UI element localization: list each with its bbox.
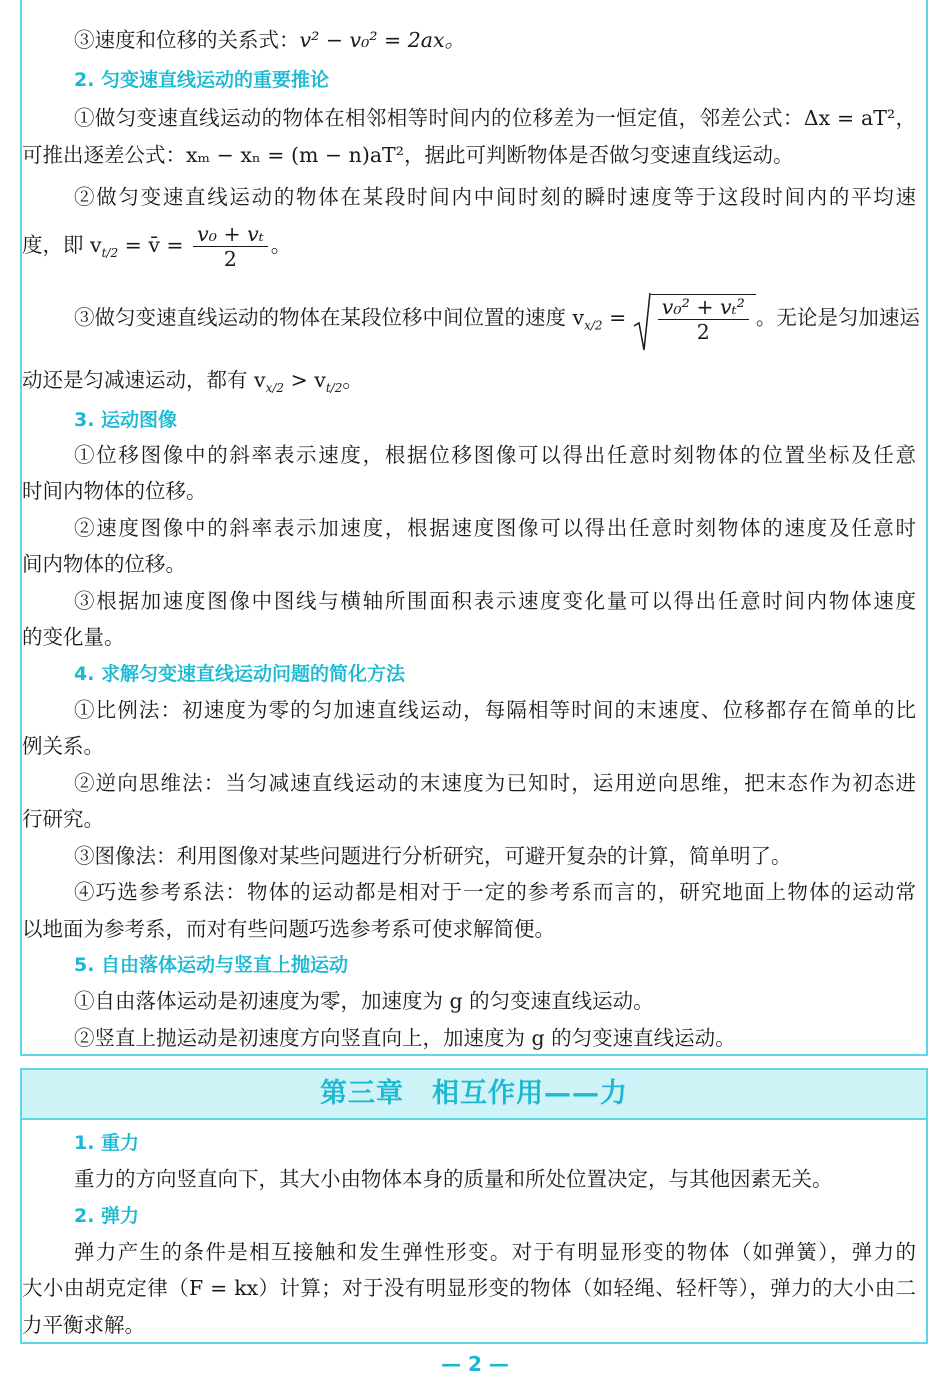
chapter-banner xyxy=(22,1070,926,1120)
paragraph-line: ②做匀变速直线运动的物体在某段时间内中间时刻的瞬时速度等于这段时间内的平均速 xyxy=(74,185,916,209)
text: 度，即 v xyxy=(22,233,102,257)
velocity-displacement-line xyxy=(22,26,926,54)
subscript: x/2 xyxy=(265,381,285,396)
text: = v̄ = xyxy=(118,233,191,257)
heading-gravity: 1. 重力 xyxy=(74,1132,140,1154)
subscript: t/2 xyxy=(101,246,119,261)
paragraph-line: ②逆向思维法：当匀减速直线运动的末速度为已知时，运用逆向思维，把末态作为初态进 xyxy=(74,771,916,795)
paragraph-line: ③根据加速度图像中图线与横轴所围面积表示速度变化量可以得出任意时间内物体速度 xyxy=(74,589,916,613)
paragraph-line: 重力的方向竖直向下，其大小由物体本身的质量和所处位置决定，与其他因素无关。 xyxy=(74,1167,833,1191)
paragraph-line: 以地面为参考系，而对有些问题巧选参考系可使求解简便。 xyxy=(22,917,555,941)
paragraph-line: ④巧选参考系法：物体的运动都是相对于一定的参考系而言的，研究地面上物体的运动常 xyxy=(74,880,916,904)
paragraph-line: 例关系。 xyxy=(22,734,104,758)
heading-methods: 4. 求解匀变速直线运动问题的简化方法 xyxy=(74,663,406,685)
section-box-chapter3 xyxy=(20,1068,928,1344)
text: ③速度和位移的关系式： xyxy=(74,28,300,52)
fraction xyxy=(193,222,268,271)
paragraph-line: ①位移图像中的斜率表示速度，根据位移图像可以得出任意时刻物体的位置坐标及任意 xyxy=(74,443,916,467)
mid-position-velocity-line xyxy=(22,294,926,358)
paragraph-line: ③图像法：利用图像对某些问题进行分析研究，可避开复杂的计算，简单明了。 xyxy=(74,844,792,868)
text: ③做匀变速直线运动的物体在某段位移中间位置的速度 v xyxy=(74,305,585,330)
text: 。 xyxy=(342,368,363,392)
page-number: — 2 — xyxy=(441,1352,509,1376)
chapter-title: 第三章 相互作用——力 xyxy=(320,1078,628,1109)
heading-graphs: 3. 运动图像 xyxy=(74,409,178,431)
paragraph-line: 间内物体的位移。 xyxy=(22,552,186,576)
comparison-line xyxy=(22,366,926,402)
heading-free-fall: 5. 自由落体运动与竖直上抛运动 xyxy=(74,954,349,976)
paragraph-line: ②竖直上抛运动是初速度方向竖直向上，加速度为 g 的匀变速直线运动。 xyxy=(74,1026,736,1050)
fraction xyxy=(658,295,749,344)
avg-velocity-line xyxy=(22,222,926,278)
heading-elastic-force: 2. 弹力 xyxy=(74,1205,140,1227)
paragraph-line: ①比例法：初速度为零的匀加速直线运动，每隔相等时间的末速度、位移都存在简单的比 xyxy=(74,698,916,722)
denominator: 2 xyxy=(696,320,710,344)
paragraph-line: ①做匀变速直线运动的物体在相邻相等时间内的位移差为一恒定值，邻差公式：Δx = aT²， xyxy=(74,106,916,130)
paragraph-line: 时间内物体的位移。 xyxy=(22,479,207,503)
paragraph-line: 大小由胡克定律（F = kx）计算；对于没有明显形变的物体（如轻绳、轻杆等），弹力的大小由二 xyxy=(22,1276,916,1300)
paragraph-line: ②速度图像中的斜率表示加速度，根据速度图像可以得出任意时刻物体的速度及任意时 xyxy=(74,516,916,540)
square-root xyxy=(633,294,756,344)
paragraph-line: 可推出逐差公式：xₘ − xₙ = (m − n)aT²，据此可判断物体是否做匀变速直线运动。 xyxy=(22,143,794,167)
paragraph-line: 的变化量。 xyxy=(22,625,125,649)
text: = xyxy=(602,305,633,330)
numerator: v₀² + vₜ² xyxy=(658,295,749,320)
formula: v² − v₀² = 2ax。 xyxy=(299,28,466,52)
section-box-chapter2 xyxy=(20,0,928,1056)
subscript: x/2 xyxy=(584,318,603,333)
paragraph-line: 力平衡求解。 xyxy=(22,1313,145,1337)
numerator: v₀ + vₜ xyxy=(193,222,268,247)
text: 。无论是匀加速运 xyxy=(755,305,920,330)
heading-inference: 2. 匀变速直线运动的重要推论 xyxy=(74,69,330,91)
radical-sign-icon xyxy=(633,290,651,354)
subscript: t/2 xyxy=(325,381,343,396)
text: 动还是匀减速运动，都有 v xyxy=(22,368,266,392)
paragraph-line: 弹力产生的条件是相互接触和发生弹性形变。对于有明显形变的物体（如弹簧），弹力的 xyxy=(74,1240,916,1264)
denominator: 2 xyxy=(223,247,237,271)
paragraph-line: 行研究。 xyxy=(22,807,104,831)
paragraph-line: ①自由落体运动是初速度为零，加速度为 g 的匀变速直线运动。 xyxy=(74,989,654,1013)
text: > v xyxy=(284,368,326,392)
text: 。 xyxy=(270,233,292,257)
